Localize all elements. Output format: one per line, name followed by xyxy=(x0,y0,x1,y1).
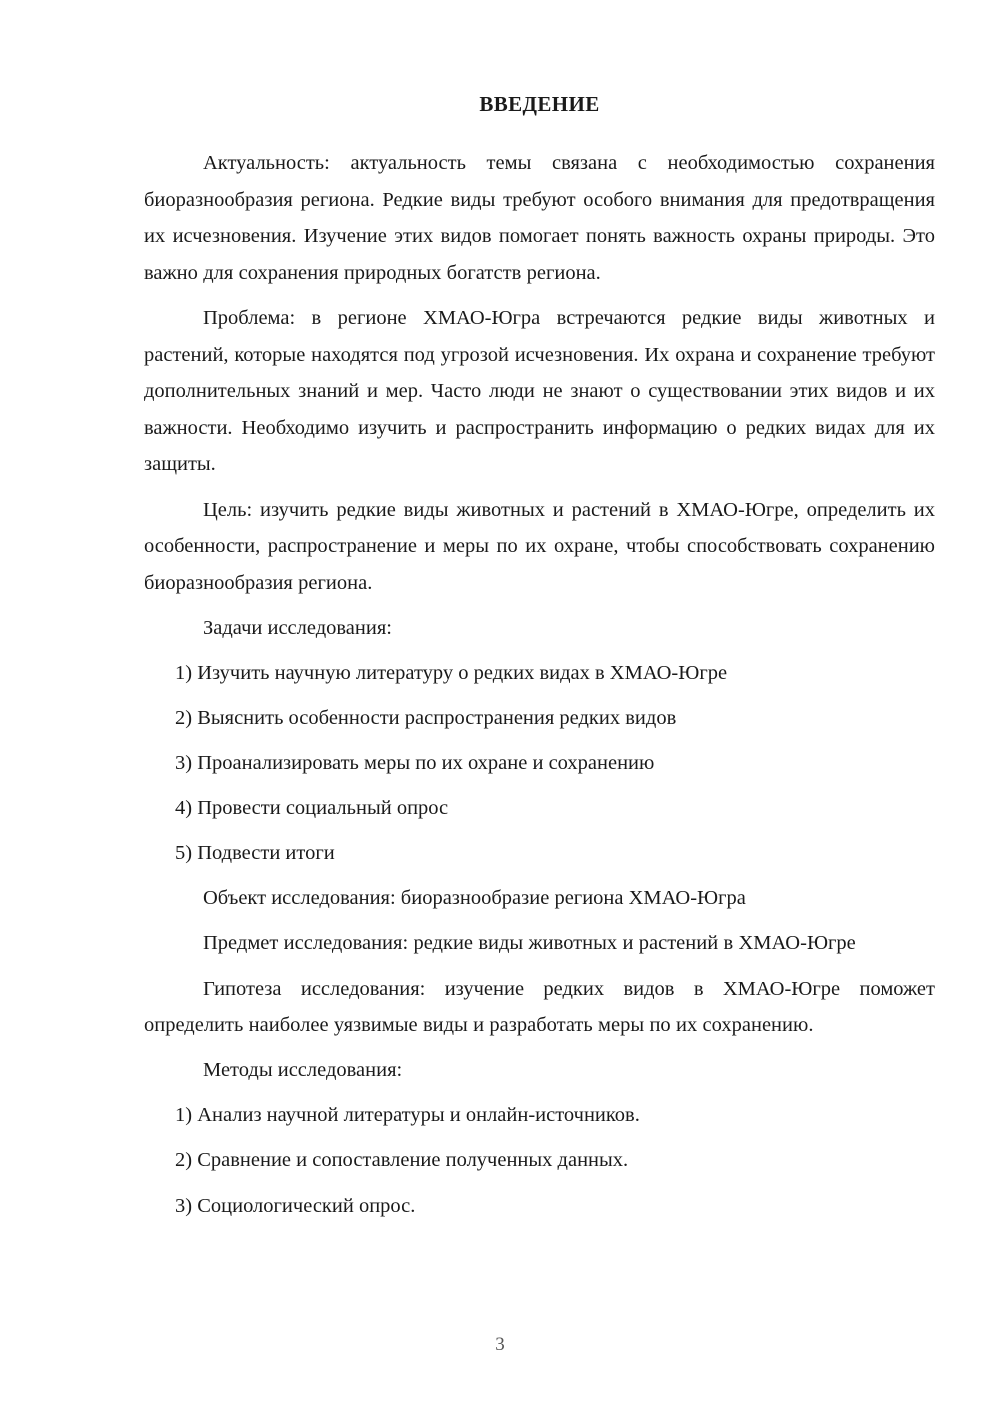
page-number: 3 xyxy=(495,1334,505,1355)
heading-tasks: Задачи исследования: xyxy=(203,616,392,639)
list-item: 1) Изучить научную литературу о редких видах в ХМАО-Югре xyxy=(175,661,728,684)
paragraph-goal: Цель: изучить редкие виды животных и растений в ХМАО-Югре, определить их особенности, распространение и меры по их охране, чтобы способствовать сохранению биоразнообразия региона. xyxy=(144,498,935,594)
list-item: 5) Подвести итоги xyxy=(175,842,335,865)
paragraph-subject: Предмет исследования: редкие виды животных и растений в ХМАО-Югре xyxy=(203,932,856,955)
heading-methods: Методы исследования: xyxy=(203,1059,403,1082)
list-item: 3) Проанализировать меры по их охране и сохранению xyxy=(175,752,655,775)
list-item: 1) Анализ научной литературы и онлайн-источников. xyxy=(175,1104,640,1127)
tasks-list xyxy=(144,655,935,872)
paragraph-problem: Проблема: в регионе ХМАО-Югра встречаются редкие виды животных и растений, которые находятся под угрозой исчезновения. Их охрана и сохранение требуют дополнительных знаний и мер. Часто люди не знают о существовании этих видов и их важности. Необходимо изучить и распространить информацию о редких видах для их защиты. xyxy=(144,307,935,476)
list-item: 2) Сравнение и сопоставление полученных данных. xyxy=(175,1149,629,1172)
document-body xyxy=(144,92,935,1233)
paragraph-relevance: Актуальность: актуальность темы связана с необходимостью сохранения биоразнообразия региона. Редкие виды требуют особого внимания для предотвращения их исчезновения. Изучение этих видов помогает понять важность охраны природы. Это важно для сохранения природных богатств региона. xyxy=(144,152,935,284)
list-item: 4) Провести социальный опрос xyxy=(175,797,449,820)
list-item: 2) Выяснить особенности распространения редких видов xyxy=(175,707,677,729)
list-item: 3) Социологический опрос. xyxy=(175,1194,416,1217)
paragraph-hypothesis: Гипотеза исследования: изучение редких видов в ХМАО-Югре поможет определить наиболее уязвимые виды и разработать меры по их сохранению. xyxy=(144,977,935,1037)
page-title: ВВЕДЕНИЕ xyxy=(479,92,600,116)
methods-list xyxy=(144,1097,935,1224)
paragraph-object: Объект исследования: биоразнообразие региона ХМАО-Югра xyxy=(203,887,746,910)
